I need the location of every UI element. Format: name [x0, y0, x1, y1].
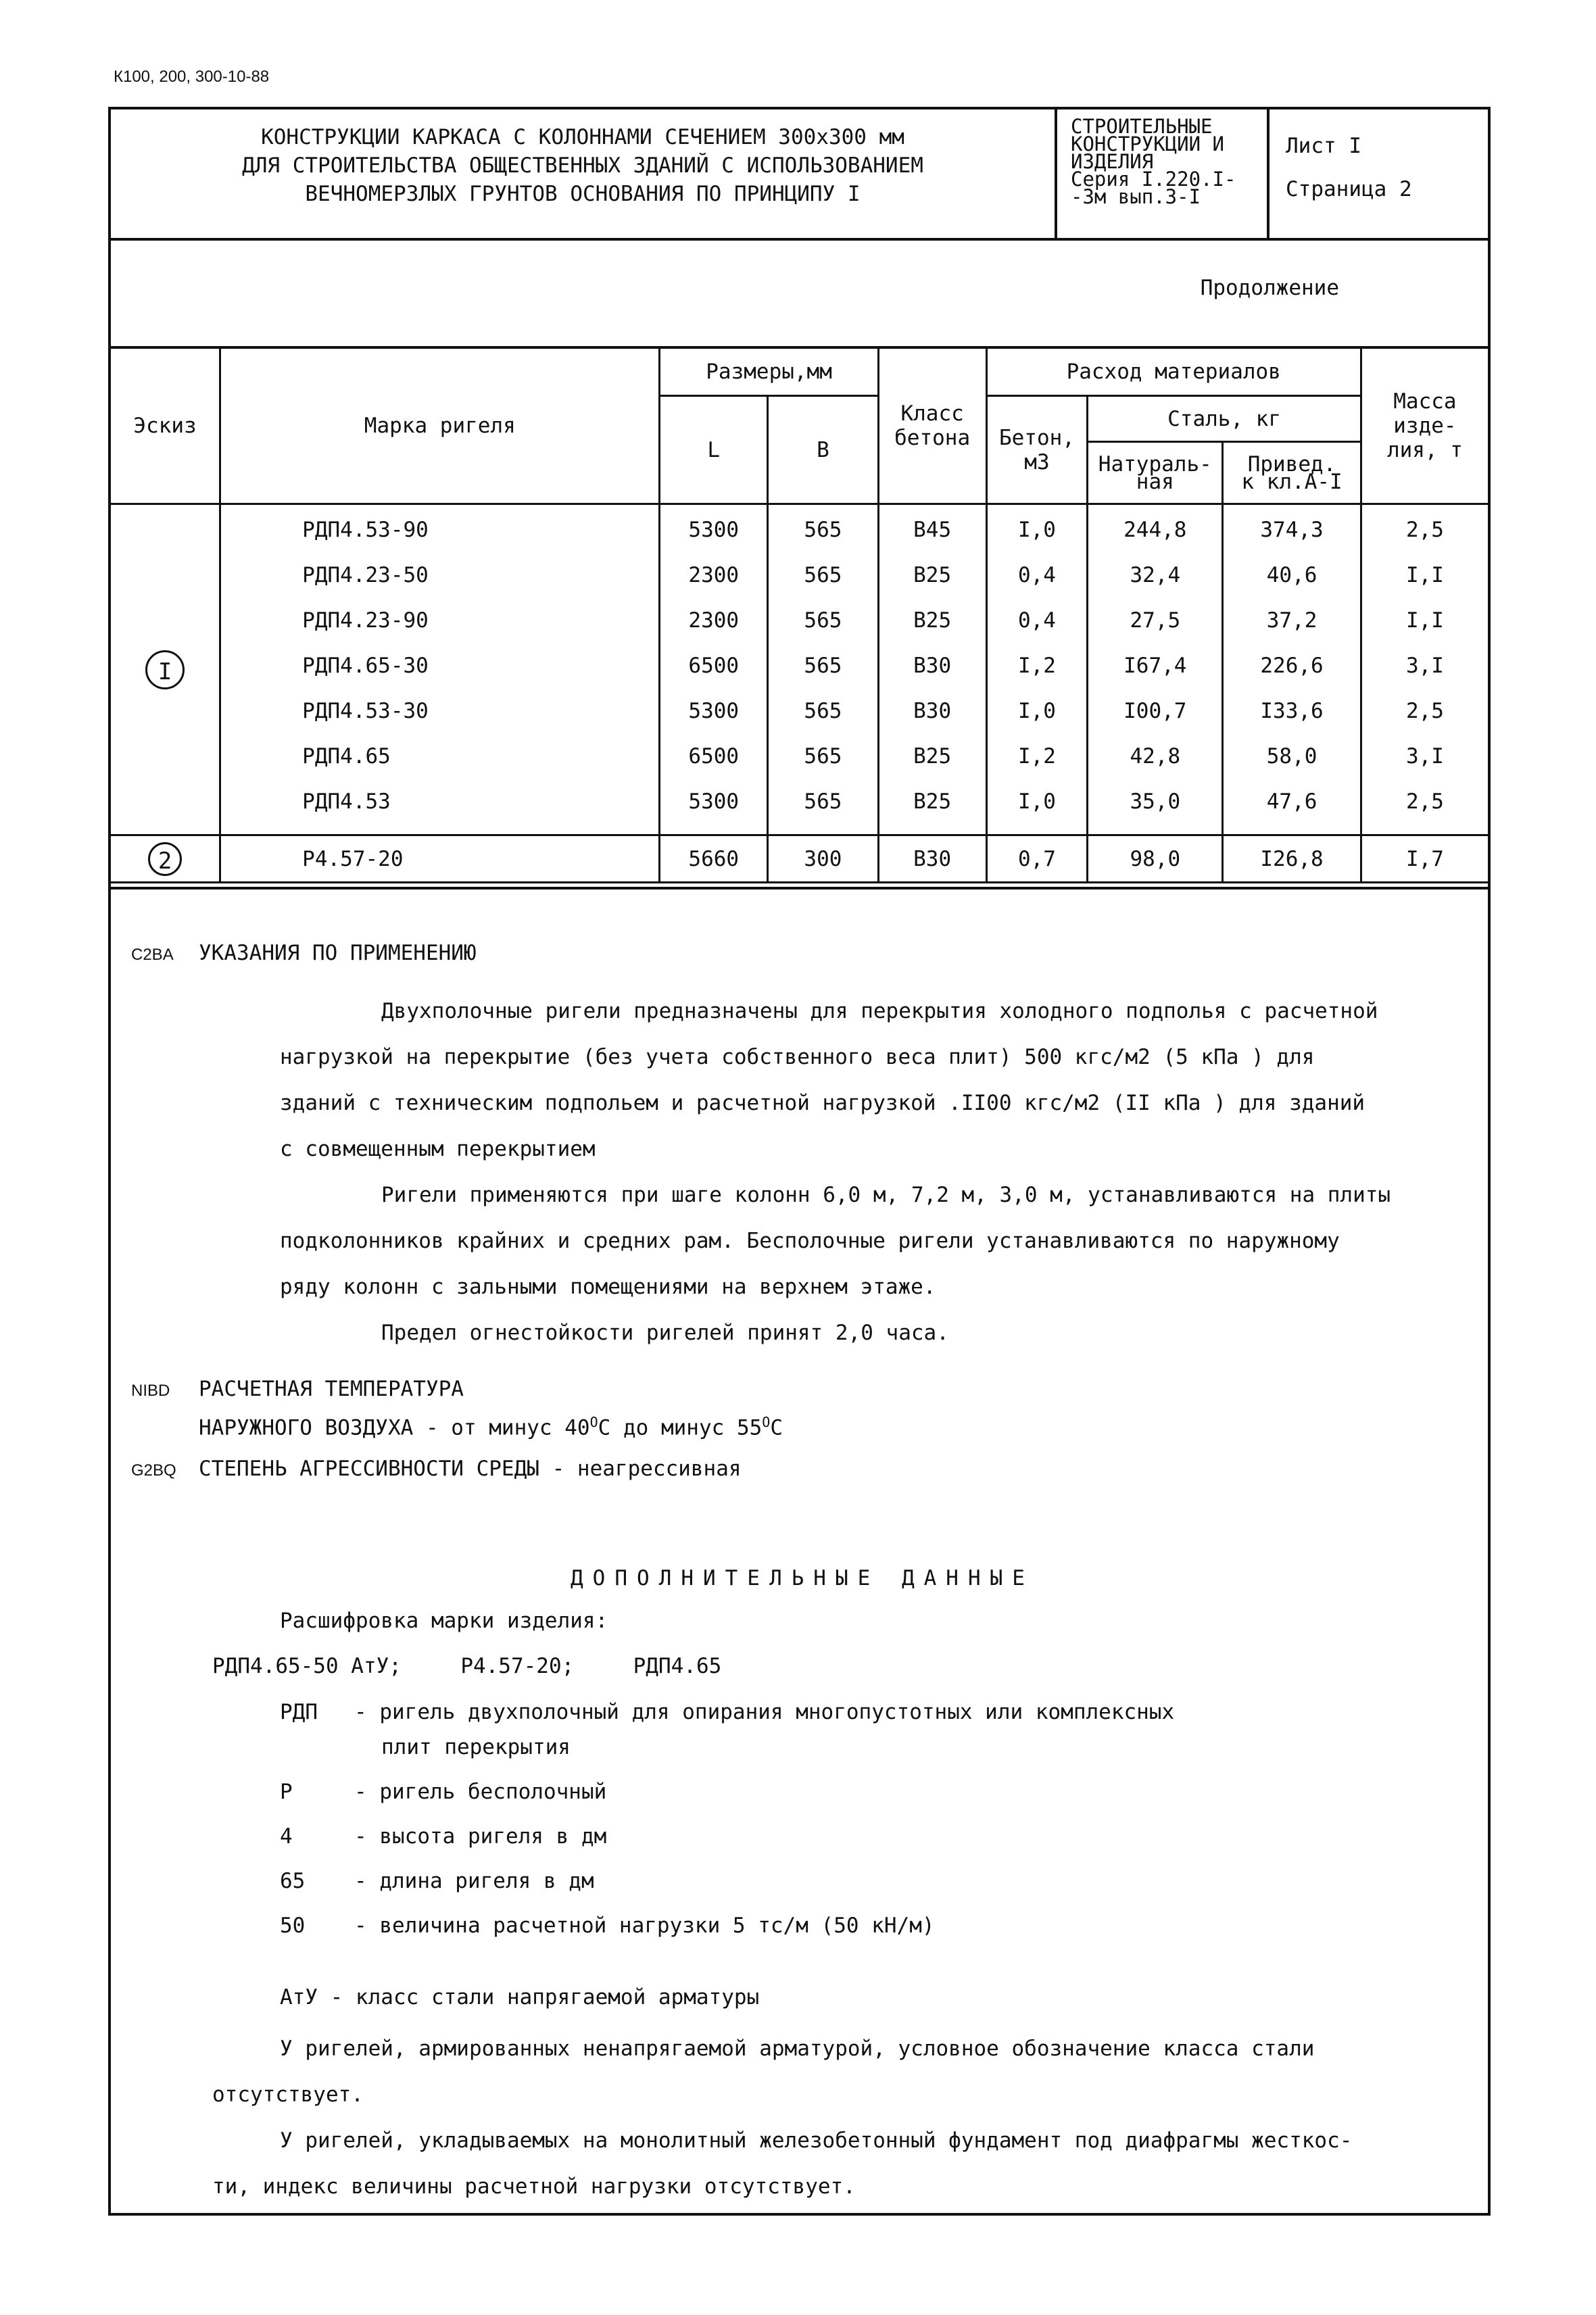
header-natural — [1088, 442, 1223, 504]
legend-desc: - ригель бесполочный — [354, 1780, 607, 1804]
temperature-heading — [131, 1377, 464, 1401]
table-cell-reduced: 226,6 — [1260, 654, 1324, 678]
sketch-circle-1: I — [145, 650, 185, 689]
aggressiveness-code: G2BQ — [131, 1461, 176, 1480]
text-line: У ригелей, укладываемых на монолитный железобетонный фундамент под диафрагмы жесткос- — [280, 2128, 1353, 2153]
legend-item — [280, 1695, 1174, 1765]
table-cell-l: 5660 — [660, 835, 768, 883]
marking-examples — [212, 1654, 721, 1678]
header-sketch: Эскиз — [111, 347, 220, 504]
class-column — [878, 504, 986, 835]
table-cell-mass: I,I — [1405, 563, 1444, 587]
header-steel: Сталь, кг — [1088, 396, 1361, 442]
main-title — [111, 109, 1057, 238]
table-cell-mass: 3,I — [1405, 654, 1444, 678]
temperature-line-2 — [199, 1414, 783, 1440]
table-cell-mark: РДП4.65-30 — [302, 654, 429, 678]
table-cell-mark: РДП4.23-90 — [302, 608, 429, 633]
series-line: СТРОИТЕЛЬНЫЕ — [1071, 115, 1213, 138]
natural-column — [1088, 504, 1223, 835]
series-block — [1060, 109, 1269, 238]
main-title-line: ВЕЧНОМЕРЗЛЫХ ГРУНТОВ ОСНОВАНИЯ ПО ПРИНЦИПУ I — [305, 182, 861, 206]
table-cell-class: B25 — [913, 563, 952, 587]
text-line: нагрузкой на перекрытие (без учета собственного веса плит) 500 кгс/м2 (5 кПа ) для — [280, 1045, 1315, 1069]
sketch-cell — [111, 835, 220, 883]
header-line: Привед. — [1247, 452, 1336, 477]
table-cell-reduced: 58,0 — [1266, 744, 1317, 769]
table-cell-b: 565 — [804, 744, 842, 769]
table-bottom-rule — [111, 887, 1488, 890]
header-line: Класс — [900, 401, 964, 426]
degree-mark: О — [589, 1414, 598, 1430]
table-cell-mass: 2,5 — [1405, 699, 1444, 723]
header-materials: Расход материалов — [986, 347, 1361, 396]
text-line: Ригели применяются при шаге колонн 6,0 м, 7,2 м, 3,0 м, устанавливаются на плиты — [381, 1183, 1391, 1207]
table-cell-class: B30 — [878, 835, 986, 883]
legend-desc: плит перекрытия — [381, 1735, 571, 1759]
document-code: К100, 200, 300-10-88 — [114, 68, 270, 86]
temperature-code: NIBD — [131, 1382, 170, 1400]
header-concrete — [986, 396, 1088, 504]
table-cell-b: 565 — [804, 699, 842, 723]
legend-key: 50 — [280, 1914, 306, 1938]
header-line: Бетон, — [998, 425, 1075, 450]
aggressiveness-line — [131, 1457, 742, 1481]
table-cell-class: B25 — [913, 744, 952, 769]
text-line: Двухполочные ригели предназначены для перекрытия холодного подполья с расчетной — [381, 999, 1378, 1023]
legend-list — [280, 1695, 1174, 1943]
table-cell-b: 565 — [804, 789, 842, 814]
table-cell-natural: 35,0 — [1130, 789, 1181, 814]
table-cell-b: 565 — [804, 518, 842, 542]
table-cell-class: B45 — [913, 518, 952, 542]
temperature-line-1: РАСЧЕТНАЯ ТЕМПЕРАТУРА — [199, 1377, 464, 1401]
temperature-to: С до минус 55 — [598, 1415, 763, 1440]
temperature-from: - от минус 40 — [425, 1415, 590, 1440]
usage-paragraph-1 — [280, 988, 1470, 1356]
table-cell-l: 5300 — [688, 789, 740, 814]
legend-key: РДП — [280, 1700, 318, 1724]
table-cell-l: 6500 — [688, 654, 740, 678]
table-cell-natural: 42,8 — [1130, 744, 1181, 769]
sheet-block — [1272, 109, 1485, 238]
header-line: Натураль- — [1098, 452, 1212, 477]
legend-desc: - величина расчетной нагрузки 5 тс/м (50 кН/м) — [354, 1914, 935, 1938]
table-cell-natural: 32,4 — [1130, 563, 1181, 587]
table-cell-mark: Р4.57-20 — [220, 835, 660, 883]
table-cell-b: 565 — [804, 654, 842, 678]
legend-item — [280, 1819, 1174, 1854]
sketch-cell — [111, 504, 220, 835]
temperature-label: НАРУЖНОГО ВОЗДУХА — [199, 1415, 414, 1440]
text-line: подколонников крайних и средних рам. Бесполочные ригели устанавливаются по наружному — [280, 1229, 1340, 1253]
sketch-circle-2: 2 — [148, 842, 182, 876]
legend-desc: - высота ригеля в дм — [354, 1824, 607, 1849]
main-title-line: ДЛЯ СТРОИТЕЛЬСТВА ОБЩЕСТВЕННЫХ ЗДАНИЙ С ИСПОЛЬЗОВАНИЕМ — [242, 153, 923, 178]
table-cell-class: B30 — [913, 699, 952, 723]
marking-example: РДП4.65 — [633, 1654, 722, 1678]
degree-mark: О — [762, 1414, 771, 1430]
page-number: Страница 2 — [1286, 177, 1412, 201]
aggressiveness-value: - неагрессивная — [552, 1457, 742, 1481]
legend-item — [280, 1908, 1174, 1943]
table-cell-b: 300 — [768, 835, 879, 883]
table-cell-reduced: I26,8 — [1223, 835, 1361, 883]
text-line: Предел огнестойкости ригелей принят 2,0 часа. — [381, 1321, 949, 1345]
text-line: У ригелей, армированных ненапрягаемой арматурой, условное обозначение класса стали — [280, 2037, 1315, 2061]
header-dim-l: L — [660, 396, 768, 504]
header-line: Масса — [1393, 389, 1457, 414]
header-mark: Марка ригеля — [220, 347, 660, 504]
title-block — [111, 109, 1488, 241]
table-cell-class: B30 — [913, 654, 952, 678]
table-cell-natural: 244,8 — [1123, 518, 1187, 542]
girder-table — [111, 346, 1488, 883]
legend-key: 4 — [280, 1824, 293, 1849]
table-cell-mark: РДП4.53-90 — [302, 518, 429, 542]
table-cell-reduced: 40,6 — [1266, 563, 1317, 587]
header-line: ная — [1136, 469, 1174, 494]
header-line: бетона — [894, 425, 971, 450]
concrete-column — [986, 504, 1088, 835]
usage-title: УКАЗАНИЯ ПО ПРИМЕНЕНИЮ — [199, 941, 477, 965]
table-cell-concrete: 0,7 — [986, 835, 1088, 883]
header-line: м3 — [1024, 449, 1050, 474]
atu-note: АтУ - класс стали напрягаемой арматуры — [280, 1985, 760, 2009]
table-cell-reduced: 374,3 — [1260, 518, 1324, 542]
table-cell-mass: 3,I — [1405, 744, 1444, 769]
legend-desc: - ригель двухполочный для опирания многопустотных или комплексных — [354, 1700, 1175, 1724]
usage-heading — [131, 941, 477, 965]
temperature-unit: С — [770, 1415, 783, 1440]
legend-key: Р — [280, 1780, 293, 1804]
series-line: КОНСТРУКЦИИ И — [1071, 132, 1224, 155]
table-cell-mark: РДП4.53-30 — [302, 699, 429, 723]
header-line: изде- — [1393, 413, 1457, 438]
main-title-line: КОНСТРУКЦИИ КАРКАСА С КОЛОННАМИ СЕЧЕНИЕМ 300х300 мм — [261, 125, 904, 149]
additional-title: ДОПОЛНИТЕЛЬНЫЕ ДАННЫЕ — [571, 1566, 1034, 1590]
table-cell-b: 565 — [804, 563, 842, 587]
table-cell-mark: РДП4.53 — [302, 789, 391, 814]
table-cell-concrete: I,2 — [1017, 744, 1056, 769]
mark-column — [220, 504, 660, 835]
table-cell-class: B25 — [913, 789, 952, 814]
legend-item — [280, 1863, 1174, 1899]
series-line: -3м вып.3-I — [1071, 185, 1201, 208]
header-dimensions: Размеры,мм — [660, 347, 878, 396]
sheet-number: Лист I — [1286, 134, 1361, 158]
header-dim-b: B — [768, 396, 879, 504]
table-cell-concrete: I,2 — [1017, 654, 1056, 678]
l-column — [660, 504, 768, 835]
drawing-frame — [108, 107, 1491, 2216]
table-cell-mass: 2,5 — [1405, 518, 1444, 542]
marking-example: РДП4.65-50 АтУ; — [212, 1654, 402, 1678]
decode-title: Расшифровка марки изделия: — [280, 1609, 608, 1633]
series-line: Серия I.220.I- — [1071, 168, 1236, 191]
header-line: к кл.А-I — [1241, 469, 1343, 494]
table-cell-b: 565 — [804, 608, 842, 633]
table-cell-l: 2300 — [688, 608, 740, 633]
aggressiveness-label: СТЕПЕНЬ АГРЕССИВНОСТИ СРЕДЫ — [199, 1457, 539, 1481]
table-cell-class: B25 — [913, 608, 952, 633]
table-cell-reduced: I33,6 — [1260, 699, 1324, 723]
table-cell-concrete: I,0 — [1017, 518, 1056, 542]
header-concrete-class — [878, 347, 986, 504]
table-cell-concrete: I,0 — [1017, 789, 1056, 814]
b-column — [768, 504, 879, 835]
table-cell-concrete: 0,4 — [1017, 563, 1056, 587]
table-group-2 — [111, 835, 1488, 883]
table-cell-natural: 27,5 — [1130, 608, 1181, 633]
legend-item — [280, 1774, 1174, 1809]
text-line: ряду колонн с зальными помещениями на верхнем этаже. — [280, 1275, 936, 1299]
legend-desc: - длина ригеля в дм — [354, 1869, 594, 1893]
table-cell-mass: I,7 — [1361, 835, 1488, 883]
table-group-1 — [111, 504, 1488, 835]
table-cell-l: 5300 — [688, 518, 740, 542]
table-cell-concrete: 0,4 — [1017, 608, 1056, 633]
header-line: лия, т — [1386, 437, 1463, 462]
continuation-band — [111, 241, 1488, 349]
reduced-column — [1223, 504, 1361, 835]
table-cell-natural: I00,7 — [1123, 699, 1187, 723]
table-cell-natural: I67,4 — [1123, 654, 1187, 678]
table-cell-mark: РДП4.65 — [302, 744, 391, 769]
notes — [212, 2026, 1470, 2210]
table-cell-mass: I,I — [1405, 608, 1444, 633]
table-cell-l: 5300 — [688, 699, 740, 723]
continuation-label: Продолжение — [1200, 276, 1339, 300]
legend-key: 65 — [280, 1869, 306, 1893]
table-cell-l: 6500 — [688, 744, 740, 769]
table-cell-mass: 2,5 — [1405, 789, 1444, 814]
header-mass — [1361, 347, 1488, 504]
mass-column — [1361, 504, 1488, 835]
table-cell-natural: 98,0 — [1088, 835, 1223, 883]
table-cell-reduced: 47,6 — [1266, 789, 1317, 814]
text-line: отсутствует. — [212, 2082, 364, 2107]
marking-example: Р4.57-20; — [460, 1654, 575, 1678]
text-line: с совмещенным перекрытием — [280, 1137, 596, 1161]
table-cell-l: 2300 — [688, 563, 740, 587]
series-line: ИЗДЕЛИЯ — [1071, 150, 1154, 173]
table-cell-concrete: I,0 — [1017, 699, 1056, 723]
text-line: ти, индекс величины расчетной нагрузки отсутствует. — [212, 2174, 856, 2199]
table-cell-reduced: 37,2 — [1266, 608, 1317, 633]
usage-code: C2BA — [131, 946, 174, 964]
header-reduced — [1223, 442, 1361, 504]
table-cell-mark: РДП4.23-50 — [302, 563, 429, 587]
text-line: зданий с техническим подпольем и расчетной нагрузкой .II00 кгс/м2 (II кПа ) для зданий — [280, 1091, 1365, 1115]
